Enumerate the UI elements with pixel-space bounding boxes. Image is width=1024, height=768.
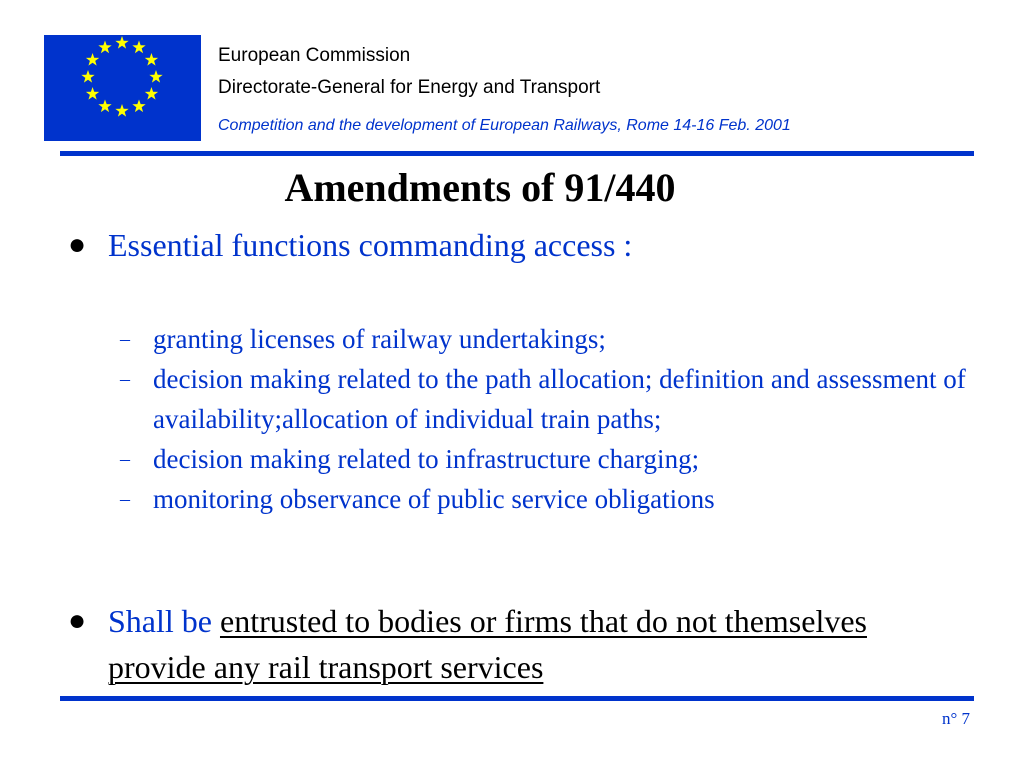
conference-subtitle: Competition and the development of European Railways, Rome 14-16 Feb. 2001 bbox=[218, 117, 791, 134]
eu-flag-icon bbox=[44, 35, 201, 141]
bullet-marker: ● bbox=[68, 604, 87, 637]
star-icon bbox=[132, 41, 145, 54]
sub-bullet-text: granting licenses of railway undertakings; bbox=[153, 324, 606, 354]
slide-title: Amendments of 91/440 bbox=[284, 165, 676, 210]
star-icon bbox=[115, 104, 128, 117]
dash-marker: – bbox=[120, 368, 130, 390]
page-number: n° 7 bbox=[941, 709, 970, 728]
bullet-marker: ● bbox=[68, 228, 87, 261]
sub-bullet-text: decision making related to infrastructure charging; bbox=[153, 444, 700, 474]
star-icon bbox=[86, 87, 99, 100]
bullet-shall-be bbox=[108, 598, 928, 690]
footer-divider bbox=[60, 696, 974, 701]
bullet-essential-functions: Essential functions commanding access : bbox=[108, 227, 633, 263]
star-icon bbox=[98, 41, 111, 54]
sub-bullet-text: monitoring observance of public service obligations bbox=[153, 484, 715, 514]
sub-bullet-item bbox=[120, 439, 980, 479]
sub-bullet-list bbox=[120, 319, 980, 519]
sub-bullet-text: decision making related to the path allocation; definition and assessment of availability;allocation of individual train paths; bbox=[153, 364, 966, 434]
bullet-underlined-text: entrusted to bodies or firms that do not themselves provide any rail transport services bbox=[108, 603, 867, 685]
star-icon bbox=[81, 70, 94, 83]
sub-bullet-item bbox=[120, 359, 980, 439]
star-icon bbox=[115, 36, 128, 49]
star-icon bbox=[145, 53, 158, 66]
sub-bullet-item bbox=[120, 479, 980, 519]
star-icon bbox=[98, 99, 111, 112]
star-icon bbox=[86, 53, 99, 66]
bullet-lead-text: Shall be bbox=[108, 603, 220, 639]
star-icon bbox=[149, 70, 162, 83]
dash-marker: – bbox=[120, 328, 130, 350]
header-divider bbox=[60, 151, 974, 156]
eu-flag-stars bbox=[44, 35, 201, 141]
sub-bullet-item bbox=[120, 319, 980, 359]
star-icon bbox=[132, 99, 145, 112]
star-icon bbox=[145, 87, 158, 100]
dash-marker: – bbox=[120, 448, 130, 470]
directorate-name: Directorate-General for Energy and Transport bbox=[218, 77, 601, 98]
organization-name: European Commission bbox=[218, 45, 411, 66]
dash-marker: – bbox=[120, 488, 130, 510]
